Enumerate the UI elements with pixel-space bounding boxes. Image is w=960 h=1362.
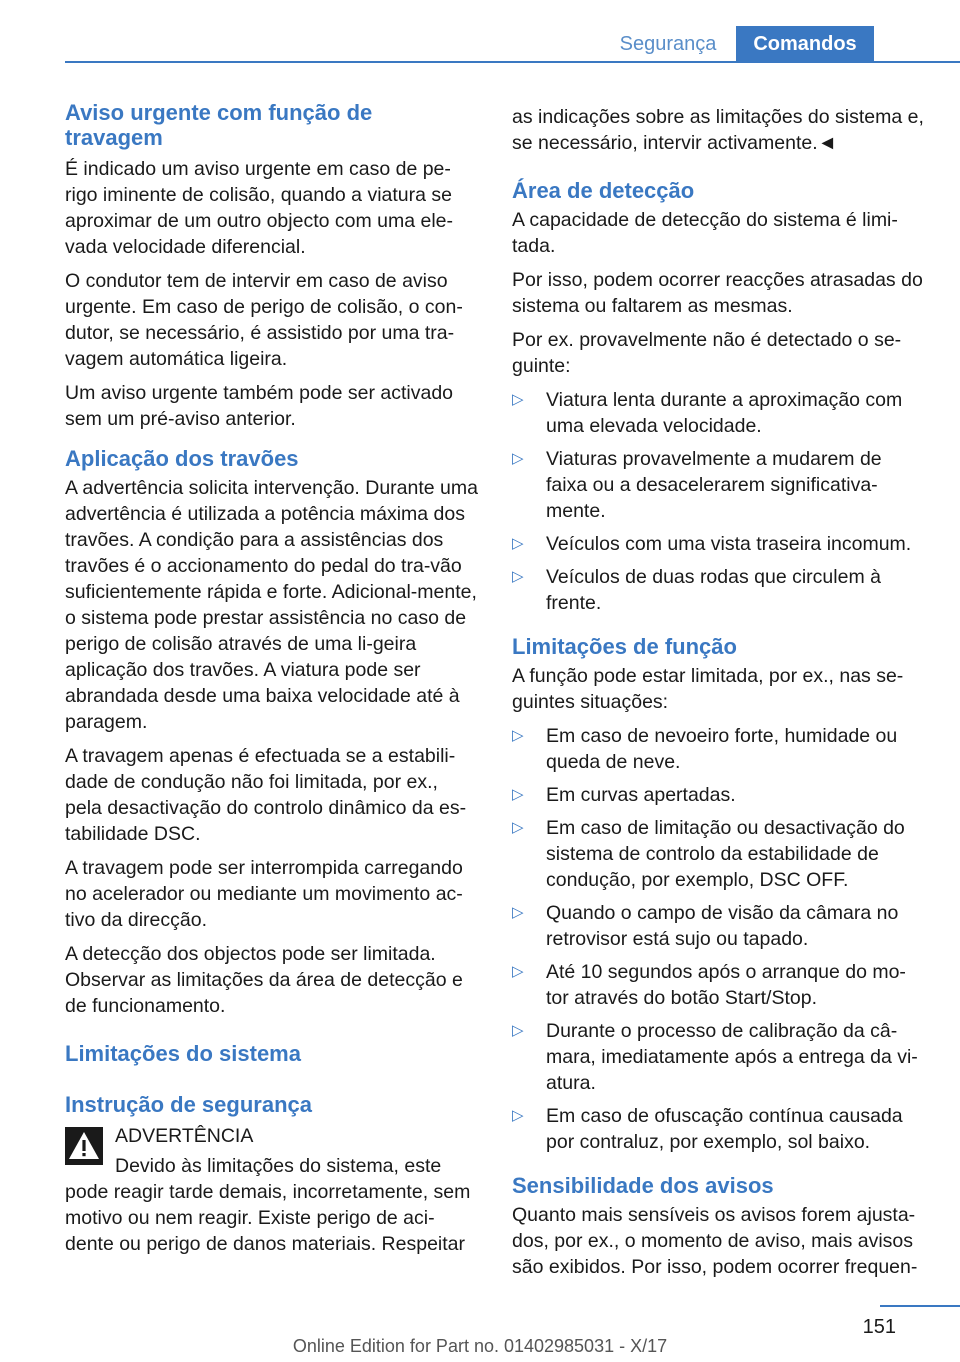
paragraph: Quanto mais sensíveis os avisos forem ajusta-dos, por ex., o momento de aviso, mais avisos são exibidos. Por isso, podem ocorrer frequen- (512, 1204, 918, 1278)
triangle-bullet-icon: ▷ (512, 904, 524, 921)
paragraph: A detecção dos objectos pode ser limitada. Observar as limitações da área de detecção e de funcionamento. (65, 943, 463, 1017)
edition-footer: Online Edition for Part no. 01402985031 - X/17 (292, 1336, 668, 1356)
heading-area-deteccao: Área de detecção (512, 178, 695, 203)
header-divider (65, 61, 960, 63)
section-tab-comandos[interactable]: Comandos (736, 26, 874, 62)
triangle-bullet-icon: ▷ (512, 568, 524, 585)
triangle-bullet-icon: ▷ (512, 450, 524, 467)
heading-instrucao-seguranca: Instrução de segurança (65, 1092, 312, 1117)
list-item (512, 1018, 925, 1096)
left-column (65, 100, 478, 1265)
paragraph: O condutor tem de intervir em caso de aviso urgente. Em caso de perigo de colisão, o con-dutor, se necessário, é assistido por uma tra-vagem automática ligeira. (65, 270, 463, 370)
list-item (512, 959, 925, 1011)
list-item-text: Veículos com uma vista traseira incomum. (546, 533, 912, 555)
list-item-text: Em caso de nevoeiro forte, humidade ou queda de neve. (546, 725, 898, 773)
list-item-text: Durante o processo de calibração da câ-mara, imediatamente após a entrega da vi-atura. (546, 1020, 918, 1094)
heading-aviso-urgente: Aviso urgente com função de travagem (65, 100, 373, 150)
list-deteccao (512, 387, 925, 616)
triangle-bullet-icon: ▷ (512, 535, 524, 552)
list-item-text: Em curvas apertadas. (546, 784, 736, 806)
list-item (512, 900, 925, 952)
paragraph: É indicado um aviso urgente em caso de pe-rigo iminente de colisão, quando a viatura se aproximar de um outro objecto com uma ele-vada velocidade diferencial. (65, 158, 454, 258)
right-column (512, 100, 925, 1288)
list-item (512, 531, 925, 557)
list-item (512, 446, 925, 524)
list-item (512, 815, 925, 893)
paragraph: A travagem apenas é efectuada se a estabili-dade de condução não foi limitada, por ex., pela desactivação do controlo dinâmico da es-tabilidade DSC. (65, 745, 467, 845)
triangle-bullet-icon: ▷ (512, 819, 524, 836)
heading-limitacoes-funcao: Limitações de função (512, 634, 737, 659)
paragraph: A capacidade de detecção do sistema é limi-tada. (512, 209, 898, 257)
paragraph: Por ex. provavelmente não é detectado o se-guinte: (512, 329, 902, 377)
list-item-text: Viaturas provavelmente a mudarem de faixa ou a desacelerarem significativa-mente. (546, 448, 882, 522)
footer-divider (880, 1305, 960, 1307)
warning-title: ADVERTÊNCIA (115, 1125, 254, 1147)
list-item (512, 1103, 925, 1155)
heading-limitacoes-sistema: Limitações do sistema (65, 1041, 301, 1066)
warning-block (65, 1123, 478, 1149)
page-number: 151 (862, 1316, 896, 1338)
triangle-bullet-icon: ▷ (512, 1107, 524, 1124)
triangle-bullet-icon: ▷ (512, 1022, 524, 1039)
list-item-text: Veículos de duas rodas que circulem à frente. (546, 566, 881, 614)
warning-triangle-icon (65, 1127, 103, 1165)
heading-sensibilidade-avisos: Sensibilidade dos avisos (512, 1173, 774, 1198)
warning-text (65, 1153, 478, 1257)
triangle-bullet-icon: ▷ (512, 786, 524, 803)
list-item (512, 782, 925, 808)
heading-aplicacao-travoes: Aplicação dos travões (65, 446, 299, 471)
paragraph: as indicações sobre as limitações do sistema e, se necessário, intervir activamente.◄ (512, 106, 924, 154)
list-item-text: Até 10 segundos após o arranque do mo-tor através do botão Start/Stop. (546, 961, 906, 1009)
paragraph: Por isso, podem ocorrer reacções atrasadas do sistema ou faltarem as mesmas. (512, 269, 923, 317)
paragraph: A função pode estar limitada, por ex., nas se-guintes situações: (512, 665, 904, 713)
list-item (512, 723, 925, 775)
list-item-text: Em caso de limitação ou desactivação do sistema de controlo da estabilidade de condução, por exemplo, DSC OFF. (546, 817, 905, 891)
paragraph: A advertência solicita intervenção. Durante uma advertência é utilizada a potência máxima dos travões. A condição para a assistências dos travões é o accionamento do pedal do tra-vão suficientemente rápida e forte. Adicional-mente, o sistema pode prestar assistência no caso de perigo de colisão através de uma li-geira aplicação dos travões. A viatura pode ser abrandada desde uma baixa velocidade até à paragem. (65, 477, 478, 733)
list-item-text: Viatura lenta durante a aproximação com uma elevada velocidade. (546, 389, 903, 437)
warning-text-content: Devido às limitações do sistema, este pode reagir tarde demais, incorretamente, sem motivo ou nem reagir. Existe perigo de aci-dente ou perigo de danos materiais. Respeitar (65, 1155, 471, 1255)
paragraph: Um aviso urgente também pode ser activado sem um pré-aviso anterior. (65, 382, 454, 430)
paragraph: A travagem pode ser interrompida carregando no acelerador ou mediante um movimento ac-tivo da direcção. (65, 857, 463, 931)
page-header (0, 0, 960, 62)
triangle-bullet-icon: ▷ (512, 727, 524, 744)
list-item (512, 387, 925, 439)
list-limitacoes (512, 723, 925, 1155)
triangle-bullet-icon: ▷ (512, 391, 524, 408)
section-tab-seguranca[interactable]: Segurança (619, 33, 717, 55)
list-item-text: Em caso de ofuscação contínua causada por contraluz, por exemplo, sol baixo. (546, 1105, 903, 1153)
triangle-bullet-icon: ▷ (512, 963, 524, 980)
list-item-text: Quando o campo de visão da câmara no retrovisor está sujo ou tapado. (546, 902, 899, 950)
list-item (512, 564, 925, 616)
